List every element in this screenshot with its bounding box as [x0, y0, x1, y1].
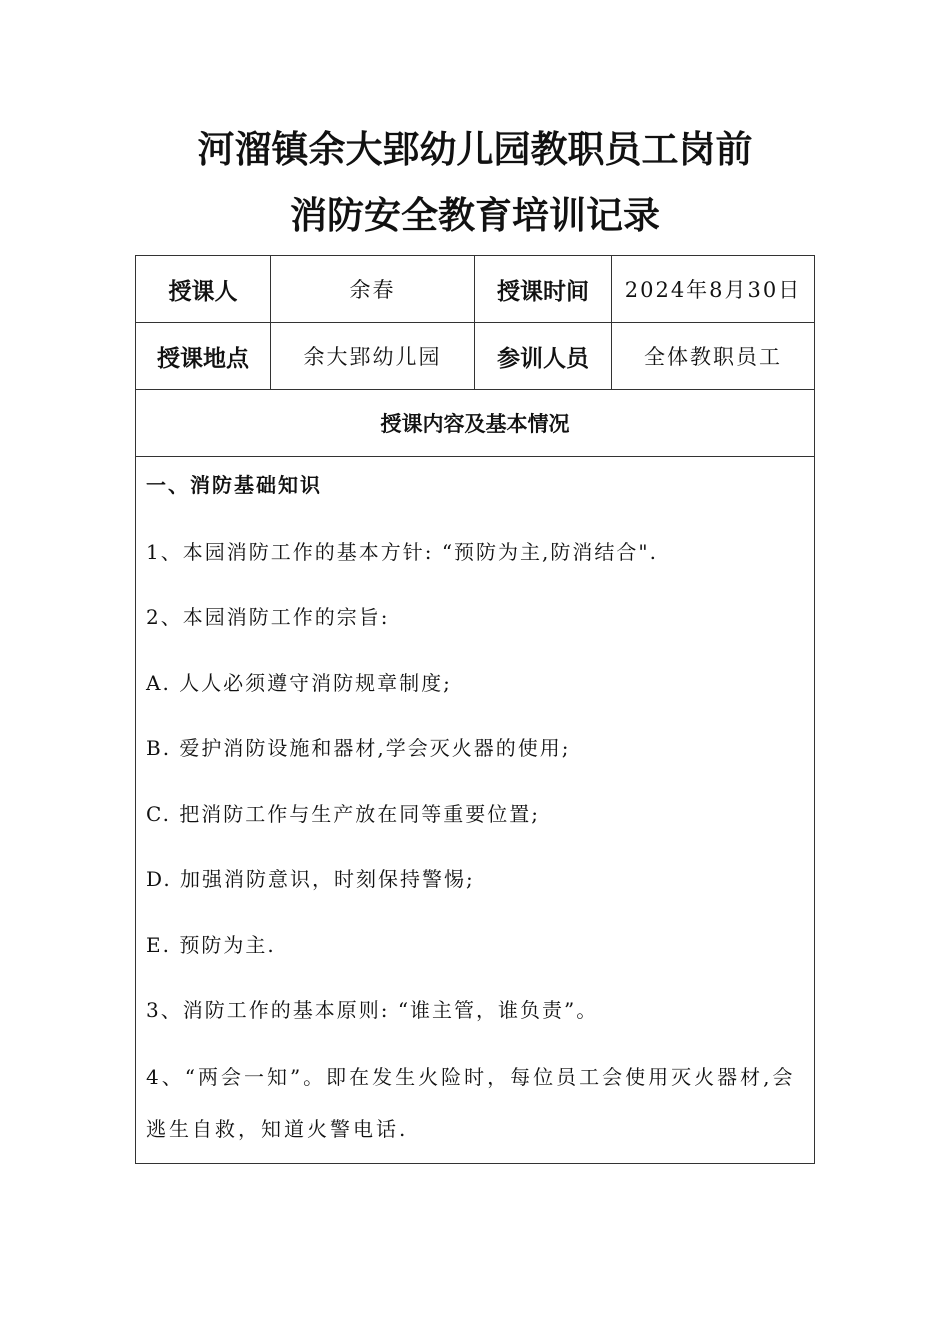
participants-value-cell — [612, 323, 814, 389]
table-row — [136, 323, 814, 390]
content-heading: 一、消防基础知识 — [146, 473, 322, 497]
training-record-table — [135, 255, 815, 1164]
document-title-line-1: 河溜镇余大郢幼儿园教职员工岗前 — [197, 127, 753, 171]
list-item: E. 预防为主. — [146, 933, 276, 957]
participants-label: 参训人员 — [497, 345, 589, 372]
participants-value: 全体教职员工 — [644, 345, 782, 369]
instructor-value-cell — [271, 256, 475, 322]
location-value-cell — [271, 323, 475, 389]
location-value: 余大郢幼儿园 — [303, 345, 442, 369]
training-time-value-cell — [612, 256, 814, 322]
list-item: D. 加强消防意识，时刻保持警惕; — [146, 867, 475, 891]
list-item: 3、消防工作的基本原则: “谁主管，谁负责”。 — [146, 998, 599, 1022]
instructor-label-cell — [136, 256, 271, 322]
list-item: A. 人人必须遵守消防规章制度; — [146, 671, 452, 695]
list-item: 1、本园消防工作的基本方针: “预防为主,防消结合". — [146, 540, 658, 564]
training-time-value: 2024年8月30日 — [624, 278, 802, 302]
instructor-label: 授课人 — [168, 278, 238, 305]
training-time-label: 授课时间 — [497, 278, 589, 305]
table-row — [136, 256, 814, 323]
section-header-row — [136, 390, 814, 457]
list-item: B. 爱护消防设施和器材,学会灭火器的使用; — [146, 736, 571, 760]
location-label: 授课地点 — [157, 345, 249, 372]
training-time-label-cell — [475, 256, 612, 322]
list-item: 4、“两会一知”。即在发生火险时，每位员工会使用灭火器材,会逃生自救，知道火警电话. — [146, 1065, 796, 1141]
list-item: C. 把消防工作与生产放在同等重要位置; — [146, 802, 541, 826]
location-label-cell — [136, 323, 271, 389]
instructor-value: 余春 — [349, 278, 396, 302]
list-item: 2、本园消防工作的宗旨: — [146, 605, 390, 629]
document-title-line-2: 消防安全教育培训记录 — [290, 193, 660, 237]
section-header: 授课内容及基本情况 — [380, 412, 570, 436]
participants-label-cell — [475, 323, 612, 389]
